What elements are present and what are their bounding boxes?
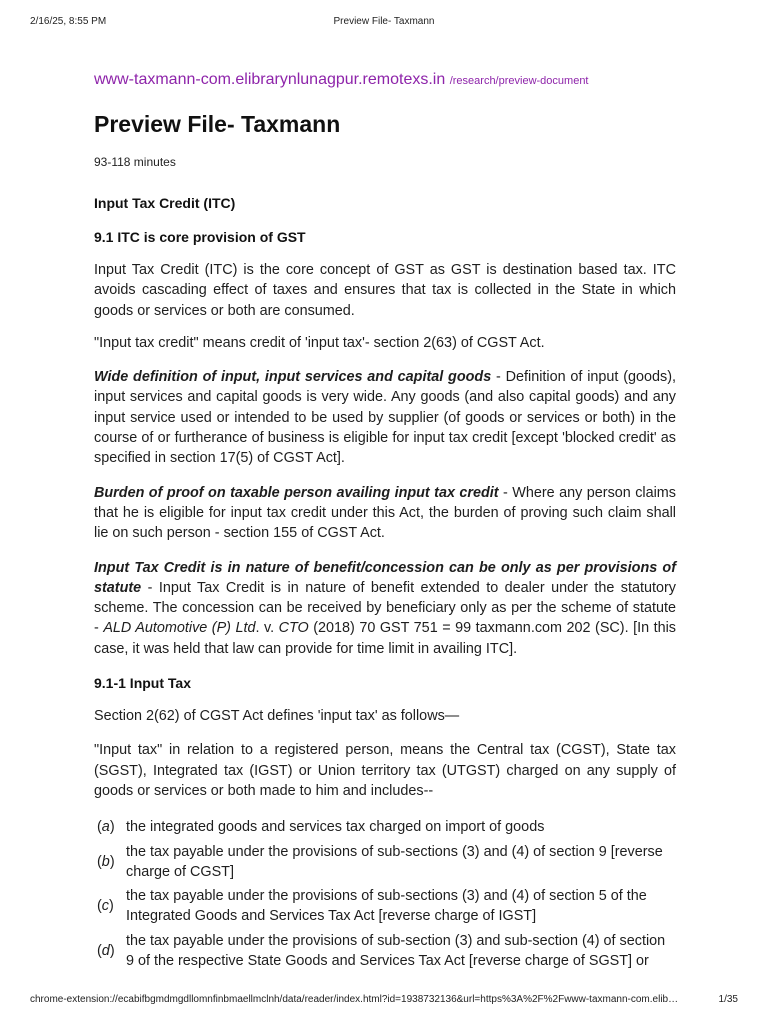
case-versus: . v. bbox=[255, 620, 279, 637]
heading-9-1: 9.1 ITC is core provision of GST bbox=[94, 229, 306, 245]
clause-text: the tax payable under the provisions of sub-sections (3) and (4) of section 9 [reverse charge of CGST] bbox=[126, 843, 663, 880]
paragraph-wide-definition bbox=[94, 367, 676, 468]
source-path[interactable]: /research/preview-document bbox=[449, 75, 589, 87]
list-item bbox=[94, 886, 676, 927]
heading-input-tax-credit: Input Tax Credit (ITC) bbox=[94, 195, 236, 211]
article bbox=[94, 70, 676, 975]
paragraph-lead: Input Tax Credit is in nature of benefit/concession can be only as per provisions of statute bbox=[94, 559, 676, 596]
list-item bbox=[94, 931, 676, 972]
clause-text: the tax payable under the provisions of sub-section (3) and sub-section (4) of section 9 of the respective State Goods and Services Tax Act [reverse charge of SGST] or bbox=[126, 932, 666, 970]
print-page-title: Preview File- Taxmann bbox=[333, 16, 435, 27]
heading-9-1-1: 9.1-1 Input Tax bbox=[94, 675, 191, 692]
paragraph-benefit-concession bbox=[94, 558, 676, 659]
source-link[interactable] bbox=[94, 70, 676, 91]
clause-text: the integrated goods and services tax charged on import of goods bbox=[126, 819, 545, 836]
paragraph-text: - Where any person claims that he is eligible for input tax credit under this Act, the burden of proving such claim shall lie on such person - section 155 of CGST Act. bbox=[94, 484, 676, 542]
case-party: CTO bbox=[278, 620, 309, 637]
case-party: ALD Automotive (P) Ltd bbox=[103, 620, 256, 637]
clause-marker: (b) bbox=[97, 853, 115, 870]
clause-list bbox=[94, 817, 676, 971]
source-domain[interactable]: www-taxmann-com.elibrarynlunagpur.remotexs.in bbox=[94, 71, 446, 88]
clause-marker: (a) bbox=[97, 819, 115, 836]
read-time: 93-118 minutes bbox=[94, 155, 176, 169]
list-item bbox=[94, 817, 676, 837]
print-footer bbox=[30, 994, 738, 1008]
paragraph-text: - Definition of input (goods), input services and capital goods is very wide. Any goods (and also capital goods) and any input service used or intended to be used by supplier (of goods or services or both) in the course of or furtherance of business is eligible for input tax credit [except 'blocked credit' as specified in section 17(5) of CGST Act]. bbox=[94, 369, 677, 467]
paragraph-text: (2018) 70 GST 751 = 99 taxmann.com 202 (SC). [In this case, it was held that law can provide for time limit in availing ITC]. bbox=[94, 620, 676, 657]
paragraph-burden-of-proof bbox=[94, 483, 676, 544]
paragraph-text: - Input Tax Credit is in nature of benefit extended to dealer under the statutory scheme. The concession can be received by beneficiary only as per the scheme of statute - bbox=[94, 579, 676, 637]
clause-text: the tax payable under the provisions of sub-sections (3) and (4) of section 5 of the Integrated Goods and Services Tax Act [reverse charge of IGST] bbox=[126, 888, 647, 925]
list-item bbox=[94, 842, 676, 883]
paragraph-itc-core: Input Tax Credit (ITC) is the core concept of GST as GST is destination based tax. ITC avoids cascading effect of taxes and ensures that tax is collected in the State in which goods or services or both are consumed. bbox=[94, 262, 676, 319]
paragraph-section-2-62: Section 2(62) of CGST Act defines 'input tax' as follows— bbox=[94, 708, 460, 725]
page-indicator: 1/35 bbox=[718, 994, 738, 1005]
clause-marker: (d) bbox=[97, 942, 115, 959]
paragraph-lead: Burden of proof on taxable person availing input tax credit bbox=[94, 484, 499, 501]
paragraph-itc-definition: "Input tax credit" means credit of 'input tax'- section 2(63) of CGST Act. bbox=[94, 334, 545, 351]
page-title: Preview File- Taxmann bbox=[94, 111, 341, 137]
paragraph-input-tax-meaning: "Input tax" in relation to a registered person, means the Central tax (CGST), State tax (SGST), Integrated tax (IGST) or Union territory tax (UTGST) charged on any supply of goods or services or both made to him and includes-- bbox=[94, 742, 676, 799]
paragraph-lead: Wide definition of input, input services and capital goods bbox=[94, 369, 492, 386]
clause-marker: (c) bbox=[97, 898, 114, 915]
print-datetime: 2/16/25, 8:55 PM bbox=[30, 16, 107, 27]
print-url: chrome-extension://ecabifbgmdmgdllomnfinbmaellmclnh/data/reader/index.html?id=1938732136&url=https%3A%2F%2Fwww-taxmann-com.elib… bbox=[30, 994, 679, 1005]
print-header bbox=[30, 16, 738, 30]
